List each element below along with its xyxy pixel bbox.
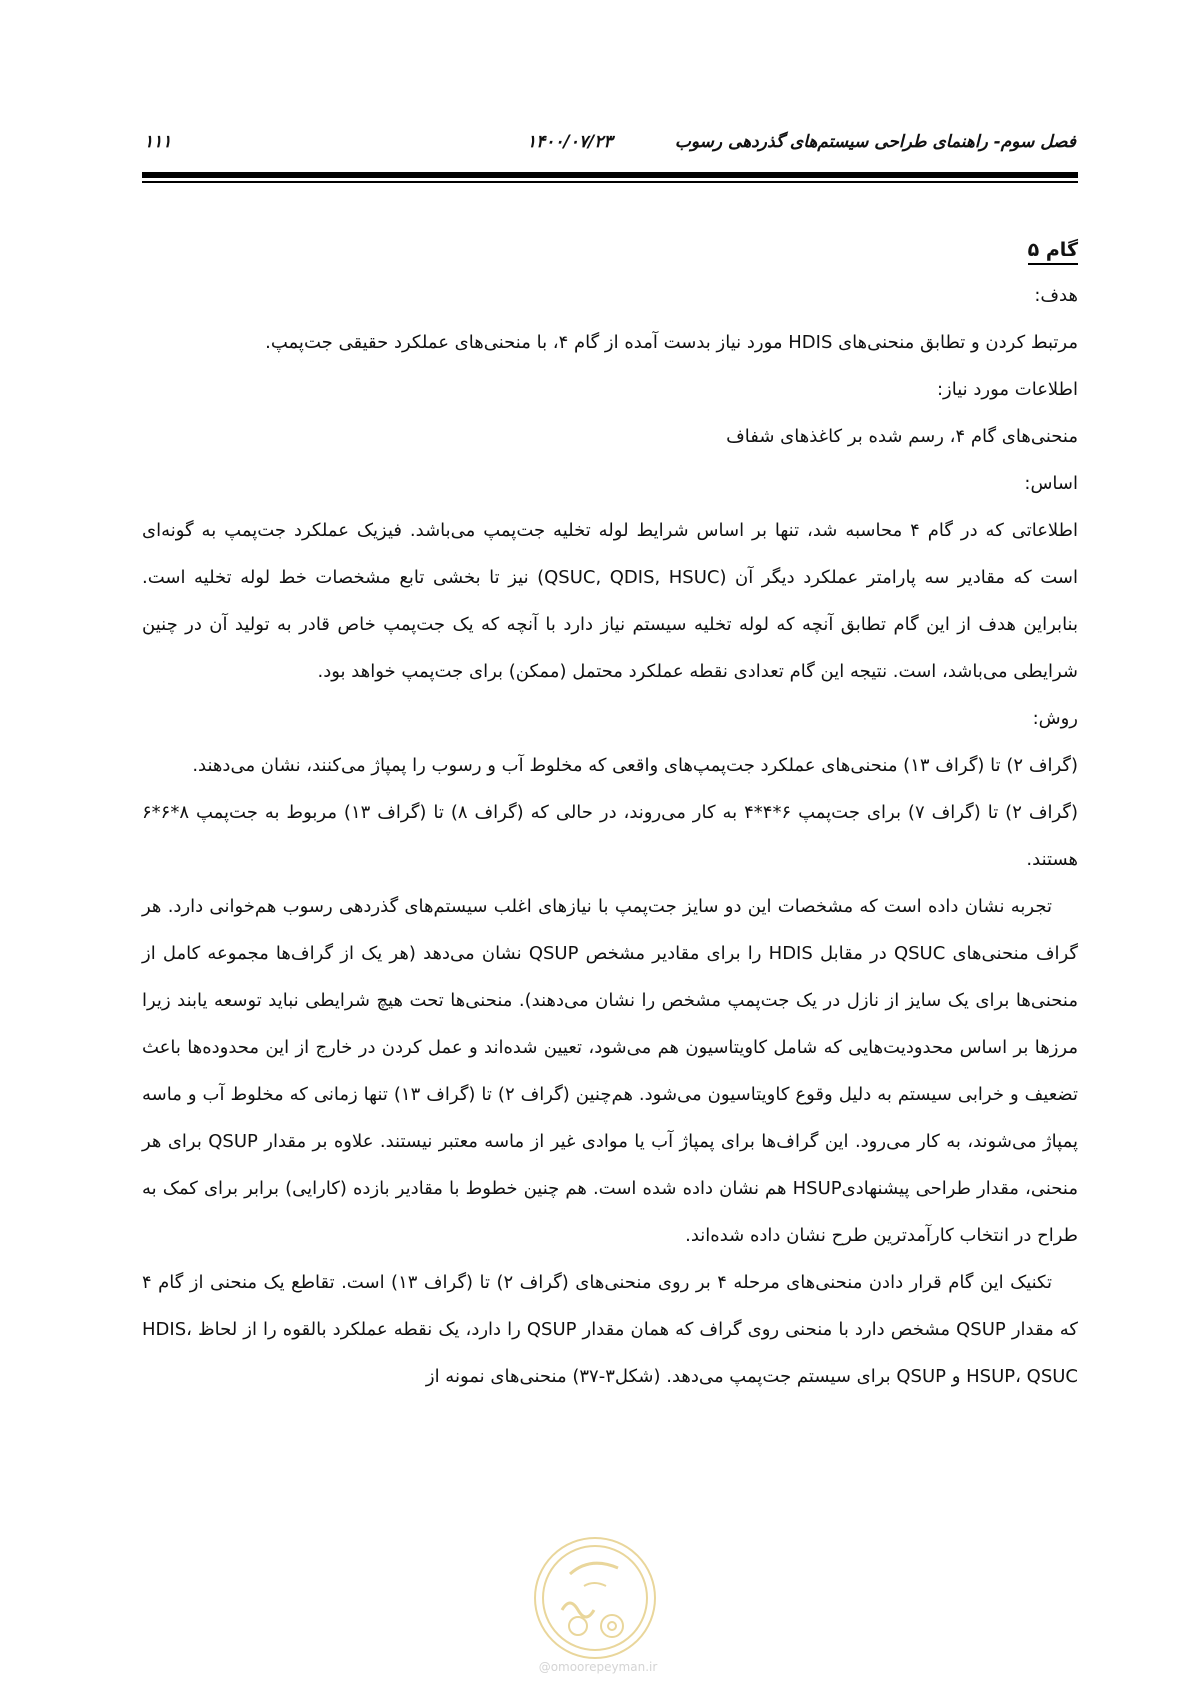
goal-text: مرتبط کردن و تطابق منحنی‌های HDIS مورد نیاز بدست آمده از گام ۴، با منحنی‌های عملکرد حقیقی جت‌پمپ. — [265, 331, 1078, 353]
document-body — [142, 212, 1078, 1400]
required-info-text: منحنی‌های گام ۴، رسم شده بر کاغذهای شفاف — [726, 425, 1078, 447]
basis-label: اساس: — [1024, 472, 1078, 494]
header-chapter-title: فصل سوم- راهنمای طراحی سیستم‌های گذردهی رسوب — [674, 132, 1076, 152]
watermark-logo — [526, 1528, 664, 1668]
basis-paragraph: اطلاعاتی که در گام ۴ محاسبه شد، تنها بر اساس شرایط لوله تخلیه جت‌پمپ می‌باشد. فیزیک عملکرد جت‌پمپ به گونه‌ای است که مقادیر سه پارامتر عملکرد دیگر آن (QSUC, QDIS, HSUC) نیز تا بخشی تابع مشخصات خط لوله تخلیه است. بنابراین هدف از این گام تطابق آنچه که لوله تخلیه سیستم نیاز دارد با آنچه که یک جت‌پمپ خاص قادر به تولید آن در چنین شرایطی می‌باشد، است. نتیجه این گام تعدادی نقطه عملکرد محتمل (ممکن) برای جت‌پمپ خواهد بود. — [142, 519, 1078, 682]
required-info-label: اطلاعات مورد نیاز: — [936, 378, 1078, 400]
page-number: ۱۱۱ — [144, 132, 172, 152]
header-date: ۱۴۰۰/۰۷/۲۳ — [527, 132, 613, 152]
gear-logo-icon — [526, 1528, 664, 1668]
section-title — [142, 228, 1078, 272]
method-paragraph-3: تجربه نشان داده است که مشخصات این دو سایز جت‌پمپ با نیازهای اغلب سیستم‌های گذردهی رسوب هم‌خوانی دارد. هر گراف منحنی‌های QSUC در مقابل HDIS را برای مقادیر مشخص QSUP نشان می‌دهد (هر یک از گراف‌ها مجموعه کامل از منحنی‌ها برای یک سایز از نازل در یک جت‌پمپ مشخص را نشان می‌دهند). منحنی‌ها تحت هیچ شرایطی نباید توسعه یابند زیرا مرزها بر اساس محدودیت‌هایی که شامل کاویتاسیون هم می‌شود، تعیین شده‌اند و عمل کردن در خارج از این محدوده‌ها باعث تضعیف و خرابی سیستم به دلیل وقوع کاویتاسیون می‌شود. هم‌چنین (گراف ۲) تا (گراف ۱۳) تنها زمانی که مخلوط آب و ماسه پمپاژ می‌شوند، به کار می‌رود. این گراف‌ها برای پمپاژ آب یا موادی غیر از ماسه معتبر نیستند. علاوه بر مقدار QSUP برای هر منحنی، مقدار طراحی پیشنهادیHSUP هم نشان داده شده است. هم چنین خطوط با مقادیر بازده (کارایی) برابر برای کمک به طراح در انتخاب کارآمدترین طرح نشان داده شده‌اند. — [142, 895, 1079, 1246]
watermark-url: @omoorepeyman.ir — [538, 1660, 658, 1674]
goal-label: هدف: — [1034, 284, 1078, 306]
section-title-text: گام ۵ — [1028, 239, 1078, 265]
method-label: روش: — [1032, 707, 1078, 729]
header-divider-thick — [142, 172, 1078, 178]
page-header — [142, 128, 1076, 158]
header-divider-thin — [142, 181, 1078, 183]
method-paragraph-4: تکنیک این گام قرار دادن منحنی‌های مرحله ۴ بر روی منحنی‌های (گراف ۲) تا (گراف ۱۳) است. تقاطع یک منحنی از گام ۴ که مقدار QSUP مشخص دارد با منحنی روی گراف که همان مقدار QSUP را دارد، یک نقطه عملکرد بالقوه را از لحاظ HDIS، HSUP، QSUC و QSUP برای سیستم جت‌پمپ می‌دهد. (شکل۳-۳۷) منحنی‌های نمونه از — [142, 1271, 1078, 1387]
method-paragraph-2: (گراف ۲) تا (گراف ۷) برای جت‌پمپ ۶*۴*۴ به کار می‌روند، در حالی که (گراف ۸) تا (گراف ۱۳) مربوط به جت‌پمپ ۸*۶*۶ هستند. — [142, 801, 1078, 870]
method-paragraph-1: (گراف ۲) تا (گراف ۱۳) منحنی‌های عملکرد جت‌پمپ‌های واقعی که مخلوط آب و رسوب را پمپاژ می‌کنند، نشان می‌دهند. — [192, 754, 1078, 776]
